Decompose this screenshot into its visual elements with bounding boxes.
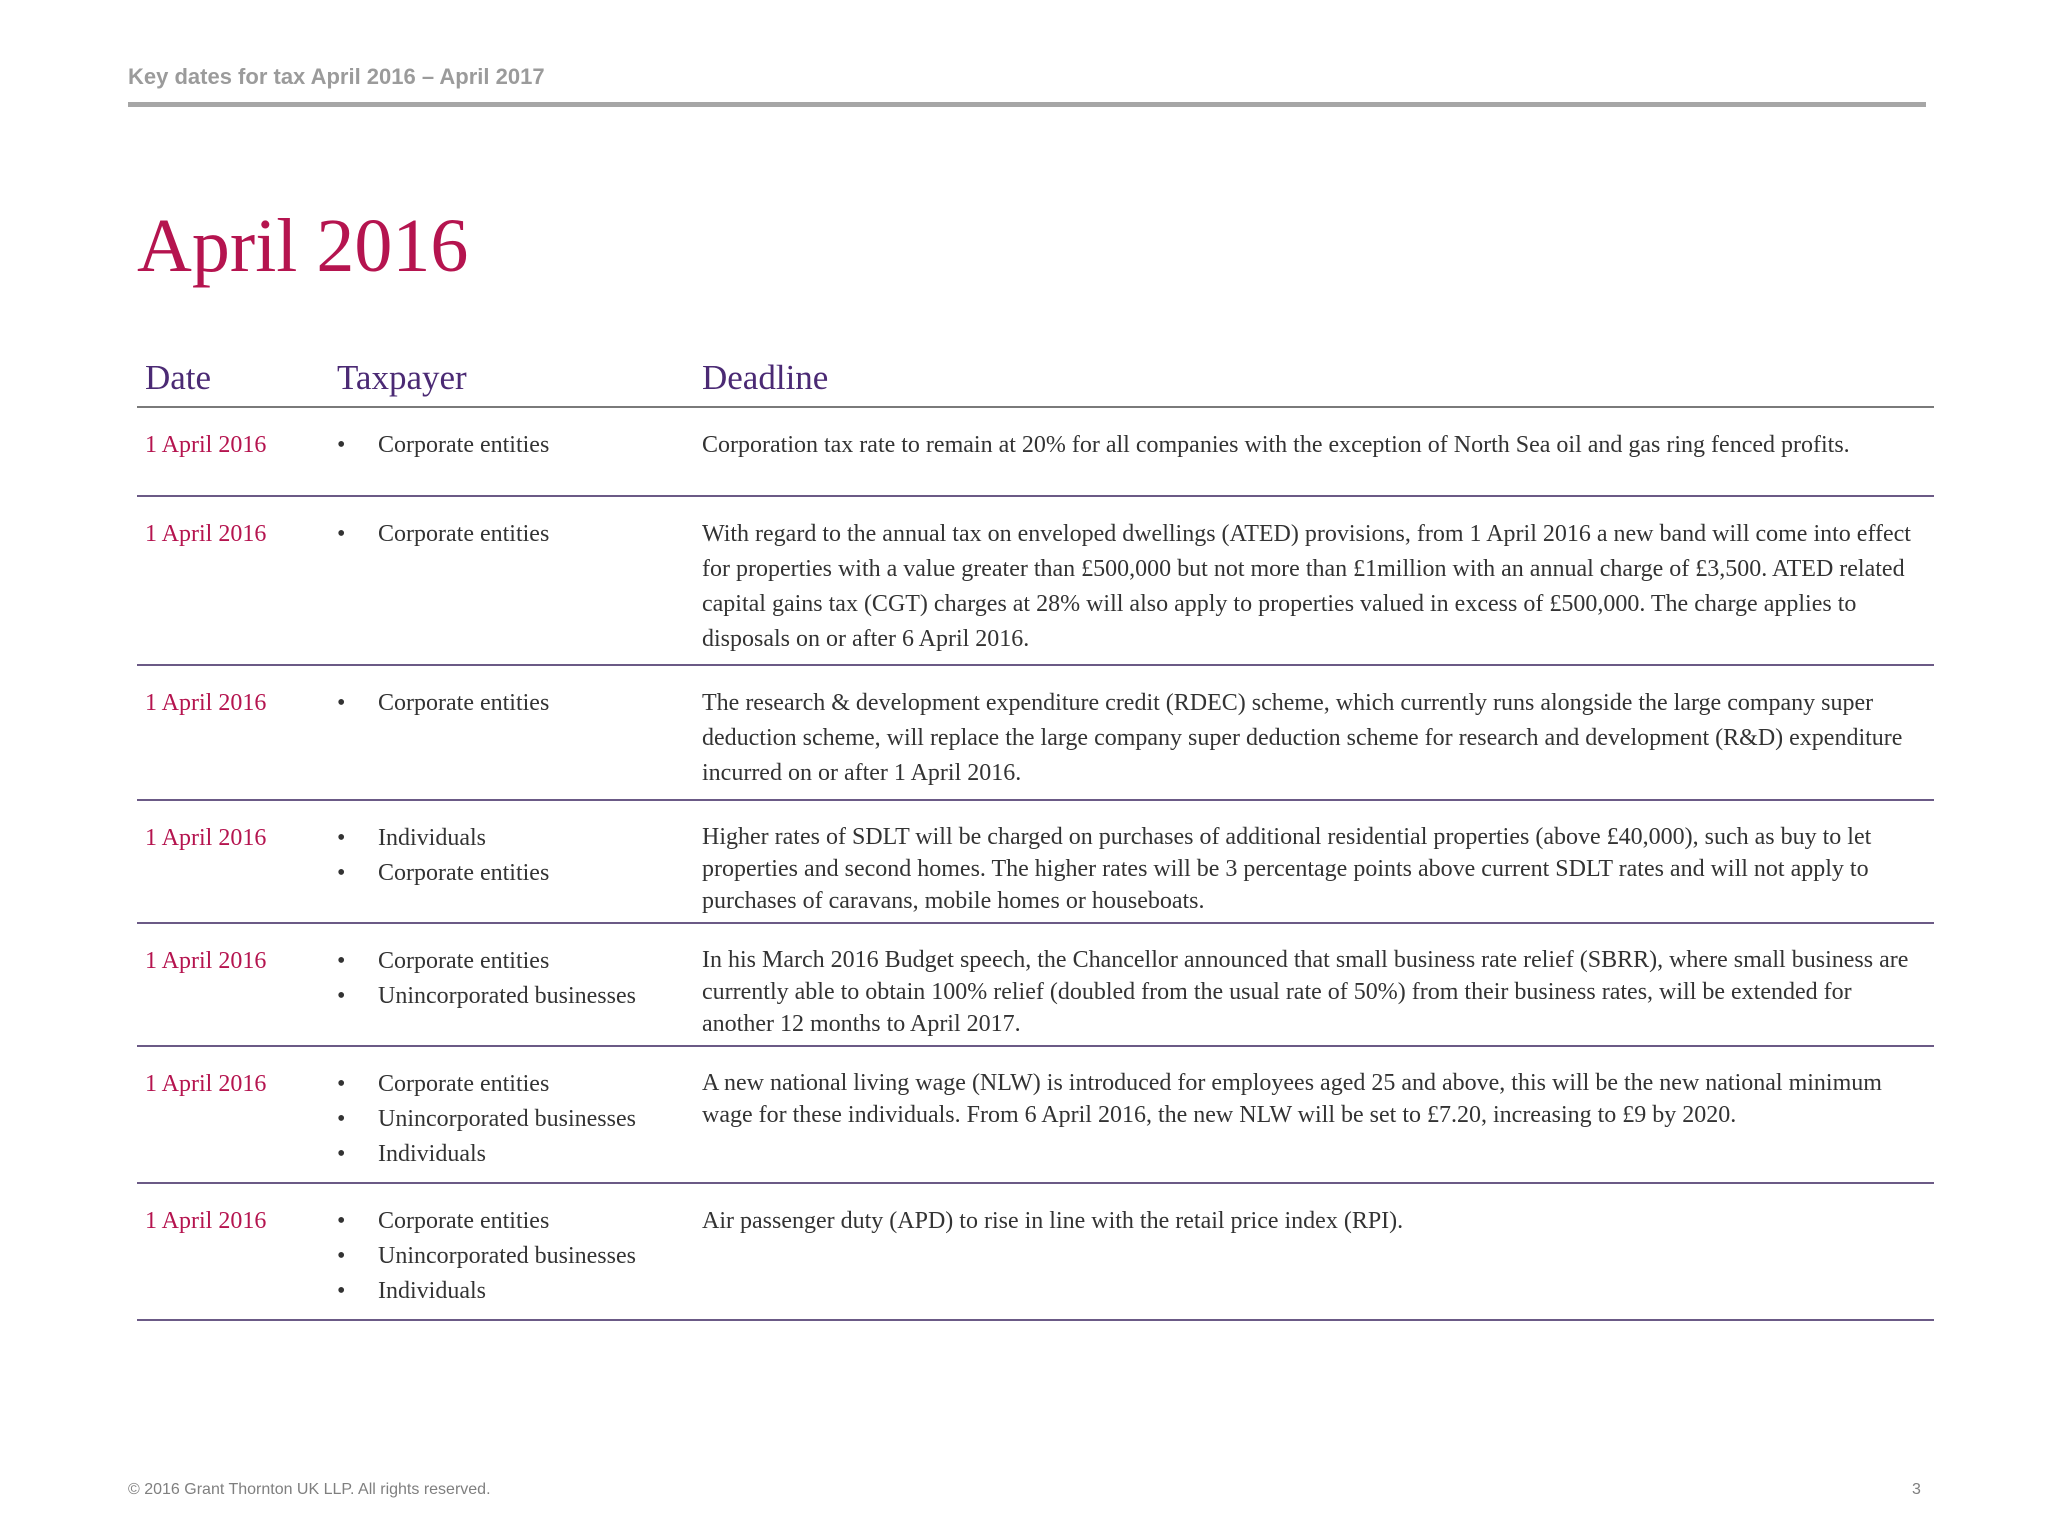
- taxpayer-item: • Unincorporated businesses: [337, 1102, 702, 1137]
- taxpayer-item: • Corporate entities: [337, 1067, 702, 1102]
- taxpayer-item: • Individuals: [337, 1137, 702, 1172]
- key-dates-table: [137, 350, 1934, 1321]
- row-deadline: Corporation tax rate to remain at 20% for all companies with the exception of North Sea oil and gas ring fenced profits.: [702, 432, 1850, 458]
- row-taxpayers: [337, 1067, 702, 1182]
- row-date: 1 April 2016: [145, 1071, 267, 1097]
- table-row: [137, 924, 1934, 1047]
- column-header-deadline: Deadline: [702, 358, 829, 397]
- taxpayer-item: • Unincorporated businesses: [337, 979, 702, 1014]
- taxpayer-item: • Corporate entities: [337, 1204, 702, 1239]
- row-date: 1 April 2016: [145, 1208, 267, 1234]
- taxpayer-item: • Individuals: [337, 1274, 702, 1309]
- table-row: [137, 408, 1934, 497]
- row-deadline: In his March 2016 Budget speech, the Chancellor announced that small business rate relief (SBRR), where small business are currently able to obtain 100% relief (doubled from the usual rate of 50%) from their business rates, will be extended for another 12 months to April 2017.: [702, 947, 1909, 1037]
- column-header-date: Date: [145, 358, 212, 397]
- taxpayer-item: • Corporate entities: [337, 517, 702, 552]
- taxpayer-item: • Unincorporated businesses: [337, 1239, 702, 1274]
- row-taxpayers: [337, 517, 702, 664]
- row-date: 1 April 2016: [145, 690, 267, 716]
- page-number: 3: [1912, 1481, 1921, 1498]
- header-divider: [128, 102, 1926, 107]
- row-deadline: Higher rates of SDLT will be charged on purchases of additional residential properties (above £40,000), such as buy to let properties and second homes. The higher rates will be 3 percentage points above current SDLT rates and will not apply to purchases of caravans, mobile homes or houseboats.: [702, 824, 1872, 914]
- row-date: 1 April 2016: [145, 948, 267, 974]
- header-title: Key dates for tax April 2016 – April 2017: [128, 64, 545, 89]
- row-deadline: Air passenger duty (APD) to rise in line with the retail price index (RPI).: [702, 1208, 1404, 1234]
- row-taxpayers: [337, 428, 702, 495]
- page-title: April 2016: [137, 204, 469, 288]
- table-row: [137, 1047, 1934, 1184]
- row-date: 1 April 2016: [145, 521, 267, 547]
- footer-copyright: © 2016 Grant Thornton UK LLP. All rights reserved.: [128, 1481, 491, 1498]
- table-row: [137, 1184, 1934, 1321]
- row-taxpayers: [337, 821, 702, 922]
- row-taxpayers: [337, 686, 702, 799]
- row-date: 1 April 2016: [145, 432, 267, 458]
- table-row: [137, 801, 1934, 924]
- row-deadline: A new national living wage (NLW) is introduced for employees aged 25 and above, this will be the new national minimum wage for these individuals. From 6 April 2016, the new NLW will be set to £7.20, increasing to £9 by 2020.: [702, 1070, 1882, 1128]
- table-header: [137, 350, 1934, 408]
- taxpayer-item: • Corporate entities: [337, 856, 702, 891]
- row-date: 1 April 2016: [145, 825, 267, 851]
- row-deadline: The research & development expenditure credit (RDEC) scheme, which currently runs alongside the large company super deduction scheme, will replace the large company super deduction scheme for research and development (R&D) expenditure incurred on or after 1 April 2016.: [702, 690, 1903, 786]
- taxpayer-item: • Corporate entities: [337, 428, 702, 463]
- taxpayer-item: • Corporate entities: [337, 944, 702, 979]
- taxpayer-item: • Corporate entities: [337, 686, 702, 721]
- taxpayer-item: • Individuals: [337, 821, 702, 856]
- row-taxpayers: [337, 1204, 702, 1319]
- row-deadline: With regard to the annual tax on enveloped dwellings (ATED) provisions, from 1 April 2016 a new band will come into effect for properties with a value greater than £500,000 but not more than £1million with an annual charge of £3,500. ATED related capital gains tax (CGT) charges at 28% will also apply to properties valued in excess of £500,000. The charge applies to disposals on or after 6 April 2016.: [702, 521, 1911, 652]
- column-header-taxpayer: Taxpayer: [337, 358, 467, 397]
- table-row: [137, 497, 1934, 666]
- table-row: [137, 666, 1934, 801]
- row-taxpayers: [337, 944, 702, 1045]
